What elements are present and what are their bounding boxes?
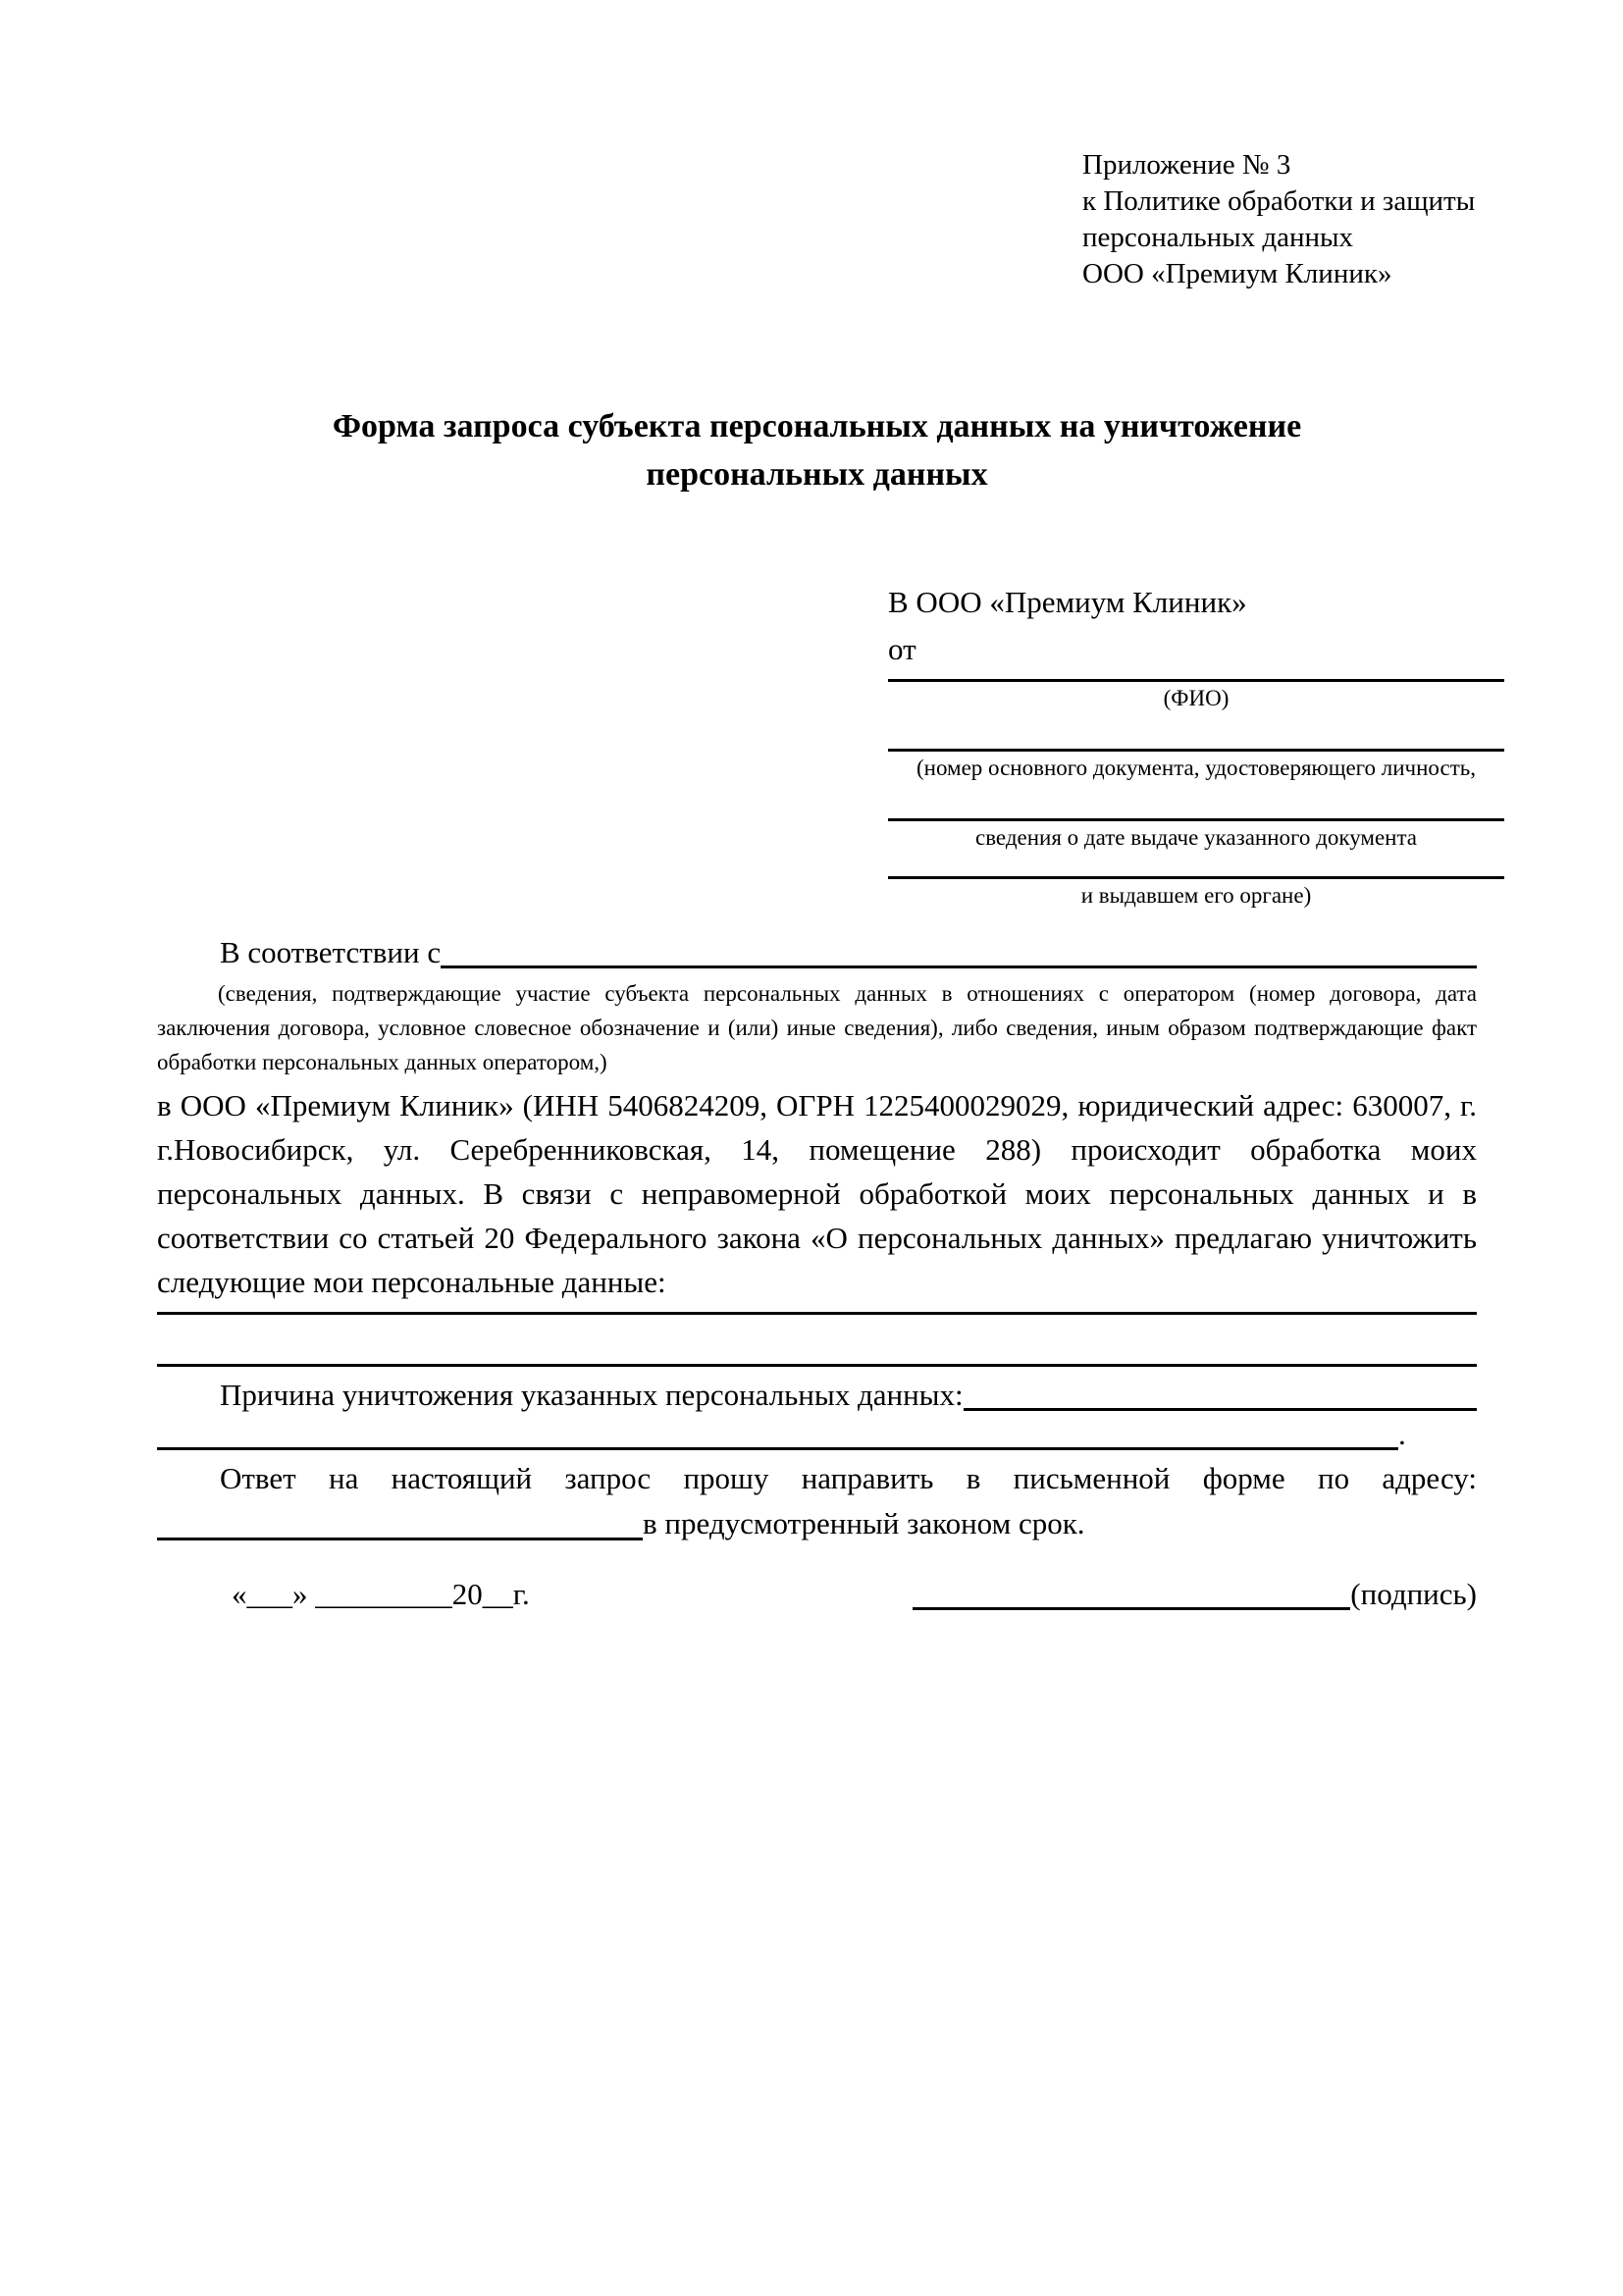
appendix-note <box>1082 147 1475 292</box>
reason-continuation-field-line[interactable] <box>157 1447 1398 1450</box>
fio-caption: (ФИО) <box>1163 686 1230 710</box>
issue-date-caption: сведения о дате выдаче указанного документа <box>974 825 1418 850</box>
basis-footnote: (сведения, подтверждающие участие субъекта персональных данных в отношениях с оператором (номер договора, дата заключения договора, условное словесное обозначение и (или) иные сведения), либо сведения, иным образом подтверждающие факт обработки персональных данных оператором,) <box>157 981 1477 1074</box>
document-title-line-2: персональных данных <box>646 456 988 493</box>
signature-field-line[interactable] <box>913 1572 1350 1610</box>
issue-date-field-line[interactable] <box>888 781 1504 821</box>
identity-document-caption: (номер основного документа, удостоверяющего личность, <box>916 756 1476 780</box>
fio-field-line[interactable] <box>888 673 1504 682</box>
appendix-note-line-2: к Политике обработки и защиты <box>1082 185 1476 217</box>
basis-field-line[interactable] <box>441 930 1477 968</box>
identity-document-field-line[interactable] <box>888 711 1504 752</box>
reason-label: Причина уничтожения указанных персональных данных: <box>220 1378 964 1412</box>
address-field-line[interactable] <box>157 1501 643 1540</box>
issuing-authority-field-line[interactable] <box>888 851 1504 879</box>
body-paragraph: в ООО «Премиум Клиник» (ИНН 5406824209, ОГРН 1225400029029, юридический адрес: 630007, г. г.Новосибирск, ул. Серебренниковская, 14, помещение 288) происходит обработка моих персональных данных. В связи с неправомерной обработкой моих персональных данных и в соответствии со статьей 20 Федерального закона «О персональных данных» предлагаю уничтожить следующие мои персональные данные: <box>157 1088 1477 1299</box>
basis-row <box>157 930 1477 974</box>
date-line: «___» _________20__г. <box>232 1577 530 1611</box>
response-address-row <box>157 1501 1477 1546</box>
addressee-from-label: от <box>888 632 916 666</box>
reason-field-line[interactable] <box>964 1373 1477 1411</box>
addressee-to: В ООО «Премиум Клиник» <box>888 585 1247 619</box>
appendix-note-line-3: персональных данных <box>1082 222 1354 253</box>
appendix-note-line-1: Приложение № 3 <box>1082 149 1291 181</box>
reason-row <box>157 1373 1477 1417</box>
appendix-note-line-4: ООО «Премиум Клиник» <box>1082 258 1392 289</box>
addressee-block <box>888 579 1504 909</box>
signing-row <box>157 1572 1477 1616</box>
response-lead: Ответ на настоящий запрос прошу направить в письменной форме по адресу: <box>220 1461 1477 1495</box>
basis-lead: В соответствии с <box>220 935 442 969</box>
reason-line-terminator: . <box>1398 1417 1406 1451</box>
main-text <box>157 930 1477 1616</box>
document-title-line-1: Форма запроса субъекта персональных данных на уничтожение <box>332 408 1302 444</box>
signature-caption: (подпись) <box>1350 1577 1477 1611</box>
reason-continuation-row <box>157 1417 1477 1456</box>
document-title <box>157 402 1477 498</box>
personal-data-field-line-1[interactable] <box>157 1304 1477 1315</box>
issuing-authority-caption: и выдавшем его органе) <box>1080 883 1312 908</box>
signature-area <box>913 1572 1477 1616</box>
personal-data-field-line-2[interactable] <box>157 1315 1477 1367</box>
response-tail: в предусмотренный законом срок. <box>643 1506 1085 1540</box>
